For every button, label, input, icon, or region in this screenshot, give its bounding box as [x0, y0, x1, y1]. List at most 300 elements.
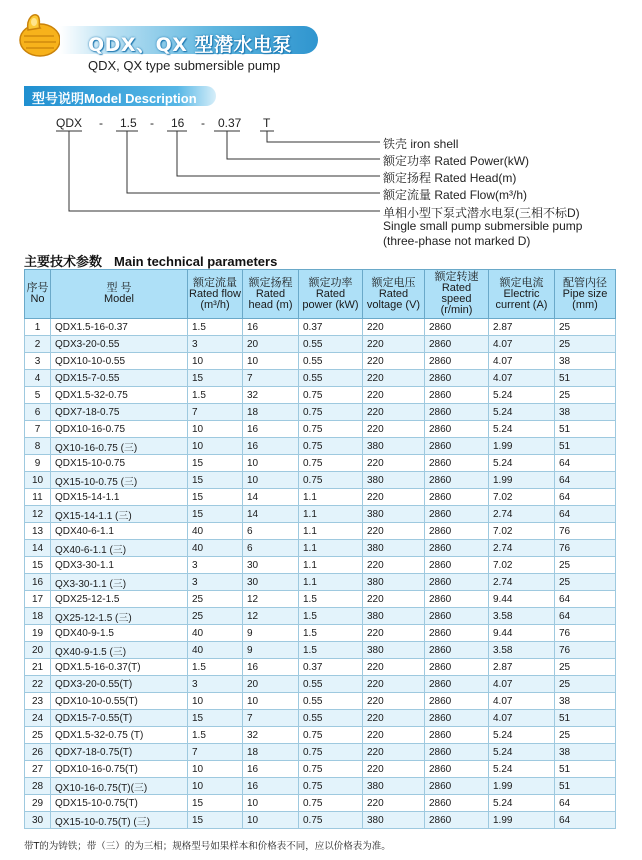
column-header-cn: 额定功率: [308, 276, 353, 289]
table-cell: 32: [243, 387, 299, 404]
table-cell: 51: [555, 370, 616, 387]
table-cell: 10: [188, 353, 243, 370]
column-header-en: Rated speed (r/min): [440, 282, 473, 316]
table-cell: 6: [25, 404, 51, 421]
table-cell: 2860: [425, 676, 489, 693]
table-cell: QDX25-12-1.5: [51, 591, 188, 608]
table-cell: 10: [188, 761, 243, 778]
table-cell: 27: [25, 761, 51, 778]
table-cell: 1.5: [299, 591, 363, 608]
table-cell: 220: [363, 370, 425, 387]
table-row: [25, 710, 616, 727]
table-cell: 7.02: [489, 489, 555, 506]
table-cell: 25: [555, 557, 616, 574]
table-cell: 40: [188, 523, 243, 540]
column-header: [299, 270, 363, 319]
table-cell: 30: [243, 557, 299, 574]
table-cell: 10: [243, 472, 299, 489]
table-cell: QDX7-18-0.75(T): [51, 744, 188, 761]
table-cell: 18: [243, 404, 299, 421]
table-cell: 10: [243, 353, 299, 370]
table-cell: QDX3-30-1.1: [51, 557, 188, 574]
table-cell: 1.1: [299, 523, 363, 540]
column-header-cn: 额定电流: [499, 276, 544, 289]
table-cell: 16: [243, 778, 299, 795]
table-cell: 2860: [425, 472, 489, 489]
table-cell: 14: [25, 540, 51, 557]
column-header-en: Rated head (m): [248, 287, 293, 311]
table-cell: 29: [25, 795, 51, 812]
table-cell: 1: [25, 319, 51, 336]
table-cell: 76: [555, 642, 616, 659]
column-header-cn: 型 号: [106, 282, 132, 294]
column-header-en: Pipe size (mm): [562, 287, 608, 311]
table-cell: 380: [363, 472, 425, 489]
column-header-cn: 配管内径: [563, 276, 607, 289]
table-cell: 64: [555, 506, 616, 523]
table-cell: 2860: [425, 625, 489, 642]
table-cell: QX10-16-0.75(T)(三): [51, 778, 188, 795]
table-cell: 40: [188, 540, 243, 557]
table-row: [25, 421, 616, 438]
table-cell: 1.1: [299, 574, 363, 591]
table-cell: 1.1: [299, 489, 363, 506]
table-cell: 220: [363, 387, 425, 404]
table-cell: 380: [363, 540, 425, 557]
table-cell: QDX15-14-1.1: [51, 489, 188, 506]
table-cell: 2860: [425, 795, 489, 812]
table-cell: 0.75: [299, 421, 363, 438]
table-cell: 12: [25, 506, 51, 523]
table-cell: 6: [243, 540, 299, 557]
table-cell: QX15-10-0.75(T) (三): [51, 812, 188, 829]
table-cell: QDX3-20-0.55(T): [51, 676, 188, 693]
table-cell: 51: [555, 438, 616, 455]
column-header-cn: 额定流量: [193, 276, 237, 289]
table-cell: 220: [363, 727, 425, 744]
table-cell: 51: [555, 778, 616, 795]
table-cell: 1.99: [489, 778, 555, 795]
table-cell: 0.55: [299, 693, 363, 710]
table-cell: QDX1.5-32-0.75: [51, 387, 188, 404]
table-cell: 4.07: [489, 676, 555, 693]
table-row: [25, 591, 616, 608]
table-cell: 5.24: [489, 761, 555, 778]
table-cell: 0.75: [299, 761, 363, 778]
table-row: [25, 540, 616, 557]
table-cell: 380: [363, 778, 425, 795]
table-cell: QDX1.5-16-0.37(T): [51, 659, 188, 676]
table-cell: 2860: [425, 336, 489, 353]
table-cell: 9: [243, 625, 299, 642]
table-cell: 0.75: [299, 438, 363, 455]
table-cell: 220: [363, 761, 425, 778]
table-cell: 1.5: [188, 727, 243, 744]
table-row: [25, 370, 616, 387]
table-row: [25, 387, 616, 404]
table-cell: 4.07: [489, 693, 555, 710]
table-cell: 220: [363, 693, 425, 710]
table-cell: 2860: [425, 608, 489, 625]
table-cell: 5.24: [489, 455, 555, 472]
table-cell: 16: [243, 659, 299, 676]
table-cell: QX15-14-1.1 (三): [51, 506, 188, 523]
table-cell: 76: [555, 625, 616, 642]
table-cell: 15: [188, 472, 243, 489]
table-cell: 20: [243, 336, 299, 353]
code-sep-2: -: [150, 116, 154, 130]
table-cell: 32: [243, 727, 299, 744]
table-row: [25, 744, 616, 761]
table-cell: 220: [363, 744, 425, 761]
table-cell: 3: [188, 676, 243, 693]
table-row: [25, 523, 616, 540]
table-cell: 220: [363, 319, 425, 336]
table-title: [24, 251, 277, 270]
column-header: [489, 270, 555, 319]
table-cell: 0.55: [299, 710, 363, 727]
table-cell: 0.37: [299, 659, 363, 676]
table-cell: 220: [363, 404, 425, 421]
table-cell: 9.44: [489, 625, 555, 642]
table-cell: 1.5: [188, 659, 243, 676]
table-cell: 2860: [425, 642, 489, 659]
table-cell: 1.99: [489, 438, 555, 455]
table-cell: 7.02: [489, 523, 555, 540]
table-row: [25, 353, 616, 370]
table-cell: 25: [555, 676, 616, 693]
table-row: [25, 336, 616, 353]
table-cell: 28: [25, 778, 51, 795]
table-cell: 220: [363, 625, 425, 642]
column-header: [425, 270, 489, 319]
table-cell: 3.58: [489, 642, 555, 659]
table-cell: 6: [243, 523, 299, 540]
table-cell: 25: [555, 387, 616, 404]
page-subtitle: QDX, QX type submersible pump: [88, 58, 281, 73]
table-cell: 2860: [425, 489, 489, 506]
column-header: [243, 270, 299, 319]
table-cell: 64: [555, 591, 616, 608]
table-cell: QX15-10-0.75 (三): [51, 472, 188, 489]
code-part-power: 0.37: [218, 116, 242, 130]
table-cell: 220: [363, 676, 425, 693]
legend-rated-flow: 额定流量 Rated Flow(m³/h): [383, 188, 528, 202]
table-cell: 19: [25, 625, 51, 642]
table-cell: 2860: [425, 421, 489, 438]
code-sep-1: -: [99, 116, 103, 130]
table-cell: QDX40-6-1.1: [51, 523, 188, 540]
table-cell: 20: [25, 642, 51, 659]
table-cell: 5.24: [489, 404, 555, 421]
table-cell: 220: [363, 710, 425, 727]
table-cell: 15: [188, 489, 243, 506]
table-cell: 3.58: [489, 608, 555, 625]
table-cell: 11: [25, 489, 51, 506]
table-cell: 2860: [425, 319, 489, 336]
table-cell: 20: [243, 676, 299, 693]
table-cell: 12: [243, 591, 299, 608]
table-cell: 25: [188, 591, 243, 608]
table-row: [25, 642, 616, 659]
table-cell: 25: [188, 608, 243, 625]
table-cell: QDX10-16-0.75(T): [51, 761, 188, 778]
table-cell: 10: [243, 693, 299, 710]
table-cell: 1.5: [299, 642, 363, 659]
footnote: 带T的为铸铁；带（三）的为三相；规格型号如果样本和价格表不同，应以价格表为准。: [24, 841, 391, 852]
legend-rated-power: 额定功率 Rated Power(kW): [383, 154, 530, 168]
table-cell: 0.75: [299, 387, 363, 404]
table-cell: 13: [25, 523, 51, 540]
table-row: [25, 812, 616, 829]
table-title-en: Main technical parameters: [114, 254, 278, 269]
table-cell: 0.55: [299, 370, 363, 387]
table-cell: 26: [25, 744, 51, 761]
table-cell: 10: [243, 795, 299, 812]
table-cell: 0.37: [299, 319, 363, 336]
table-cell: 25: [25, 727, 51, 744]
table-cell: 1.5: [299, 608, 363, 625]
table-cell: 25: [555, 727, 616, 744]
table-cell: 1.5: [188, 319, 243, 336]
table-cell: 2860: [425, 744, 489, 761]
table-cell: 2860: [425, 540, 489, 557]
table-cell: 380: [363, 506, 425, 523]
table-cell: 7: [188, 404, 243, 421]
table-cell: 220: [363, 557, 425, 574]
column-header-en: Model: [104, 293, 134, 305]
table-cell: 0.75: [299, 455, 363, 472]
table-cell: 4.07: [489, 353, 555, 370]
table-cell: 5.24: [489, 387, 555, 404]
column-header-cn: 额定转速: [434, 271, 479, 283]
column-header: [51, 270, 188, 319]
table-cell: 9: [243, 642, 299, 659]
table-cell: 8: [25, 438, 51, 455]
table-cell: 380: [363, 438, 425, 455]
table-cell: 2860: [425, 557, 489, 574]
table-cell: 1.5: [299, 625, 363, 642]
column-header-cn: 额定扬程: [248, 276, 293, 289]
table-cell: 38: [555, 353, 616, 370]
table-cell: 5.24: [489, 727, 555, 744]
table-cell: 76: [555, 540, 616, 557]
table-cell: 51: [555, 710, 616, 727]
table-cell: 2860: [425, 727, 489, 744]
column-header-cn: 额定电压: [371, 276, 416, 289]
page-title: QDX、QX 型潜水电泵: [88, 34, 292, 56]
table-cell: 15: [188, 812, 243, 829]
table-cell: 25: [555, 319, 616, 336]
table-cell: 51: [555, 761, 616, 778]
table-cell: 4: [25, 370, 51, 387]
table-cell: 220: [363, 659, 425, 676]
legend-three-phase-note: (three-phase not marked D): [383, 234, 531, 248]
table-cell: 25: [555, 659, 616, 676]
column-header: [555, 270, 616, 319]
table-cell: 2860: [425, 710, 489, 727]
table-cell: 40: [188, 642, 243, 659]
table-cell: QDX15-10-0.75(T): [51, 795, 188, 812]
table-row: [25, 574, 616, 591]
table-cell: 2860: [425, 370, 489, 387]
table-row: [25, 795, 616, 812]
table-cell: 0.75: [299, 812, 363, 829]
table-cell: 0.75: [299, 472, 363, 489]
table-cell: 2860: [425, 455, 489, 472]
table-cell: 18: [243, 744, 299, 761]
table-cell: 220: [363, 421, 425, 438]
table-row: [25, 727, 616, 744]
table-cell: 2860: [425, 812, 489, 829]
table-cell: 5: [25, 387, 51, 404]
table-cell: 10: [188, 421, 243, 438]
table-row: [25, 438, 616, 455]
table-cell: 30: [243, 574, 299, 591]
table-cell: 2860: [425, 353, 489, 370]
table-cell: QX3-30-1.1 (三): [51, 574, 188, 591]
table-cell: 0.75: [299, 795, 363, 812]
table-cell: 64: [555, 472, 616, 489]
table-cell: 51: [555, 421, 616, 438]
table-cell: QX25-12-1.5 (三): [51, 608, 188, 625]
table-cell: 10: [243, 455, 299, 472]
table-body: [25, 319, 616, 829]
table-cell: 2860: [425, 693, 489, 710]
table-cell: 14: [243, 506, 299, 523]
table-cell: 220: [363, 489, 425, 506]
table-cell: 7: [25, 421, 51, 438]
column-header: [25, 270, 51, 319]
table-cell: 220: [363, 455, 425, 472]
table-cell: 2.74: [489, 574, 555, 591]
table-cell: 5.24: [489, 744, 555, 761]
table-cell: 2860: [425, 761, 489, 778]
table-cell: 1.1: [299, 540, 363, 557]
table-cell: 12: [243, 608, 299, 625]
table-cell: 2.74: [489, 506, 555, 523]
table-cell: 2: [25, 336, 51, 353]
table-cell: QX40-9-1.5 (三): [51, 642, 188, 659]
table-cell: 30: [25, 812, 51, 829]
table-row: [25, 506, 616, 523]
section-label: 型号说明Model Description: [32, 91, 197, 106]
code-part-flow: 1.5: [120, 116, 137, 130]
code-part-shell: T: [263, 116, 271, 130]
table-cell: 2.87: [489, 319, 555, 336]
table-cell: 10: [243, 812, 299, 829]
table-cell: 0.55: [299, 676, 363, 693]
table-cell: 2860: [425, 778, 489, 795]
code-part-series: QDX: [56, 116, 83, 130]
table-cell: 2860: [425, 506, 489, 523]
table-cell: 10: [188, 778, 243, 795]
table-cell: QDX40-9-1.5: [51, 625, 188, 642]
table-row: [25, 659, 616, 676]
table-cell: 380: [363, 812, 425, 829]
table-header-row: [25, 270, 616, 319]
table-cell: 16: [25, 574, 51, 591]
legend-pump-type-cn: 单相小型下泵式潜水电泵(三相不标D): [383, 206, 580, 220]
table-cell: 10: [188, 693, 243, 710]
table-cell: 4.07: [489, 370, 555, 387]
parameters-table: [24, 269, 616, 829]
table-cell: 25: [555, 336, 616, 353]
table-row: [25, 472, 616, 489]
table-cell: 18: [25, 608, 51, 625]
table-cell: 1.5: [188, 387, 243, 404]
table-cell: 64: [555, 608, 616, 625]
table-cell: 38: [555, 404, 616, 421]
table-row: [25, 319, 616, 336]
table-cell: 16: [243, 761, 299, 778]
table-row: [25, 778, 616, 795]
table-cell: 25: [555, 574, 616, 591]
table-cell: 2.87: [489, 659, 555, 676]
table-cell: 23: [25, 693, 51, 710]
legend-pump-type-en: Single small pump submersible pump: [383, 219, 583, 233]
table-cell: QDX3-20-0.55: [51, 336, 188, 353]
table-row: [25, 608, 616, 625]
column-header-en: Rated voltage (V): [366, 287, 421, 311]
table-cell: 3: [188, 574, 243, 591]
table-cell: 7: [243, 710, 299, 727]
table-cell: 3: [25, 353, 51, 370]
table-cell: 16: [243, 438, 299, 455]
table-cell: 220: [363, 353, 425, 370]
table-row: [25, 455, 616, 472]
table-cell: 2860: [425, 523, 489, 540]
table-cell: 10: [188, 438, 243, 455]
table-cell: 64: [555, 812, 616, 829]
table-cell: 2860: [425, 574, 489, 591]
table-cell: 7: [243, 370, 299, 387]
table-cell: 2860: [425, 438, 489, 455]
table-cell: 15: [188, 455, 243, 472]
table-row: [25, 404, 616, 421]
table-cell: 64: [555, 489, 616, 506]
column-header-en: No: [30, 293, 45, 305]
table-cell: 3: [188, 557, 243, 574]
table-cell: 220: [363, 523, 425, 540]
table-cell: 14: [243, 489, 299, 506]
table-cell: 0.75: [299, 778, 363, 795]
code-sep-3: -: [201, 116, 205, 130]
code-part-head: 16: [171, 116, 185, 130]
table-cell: 64: [555, 795, 616, 812]
table-cell: 15: [188, 506, 243, 523]
table-cell: 15: [188, 370, 243, 387]
table-title-cn: 主要技术参数: [24, 255, 103, 270]
table-cell: 220: [363, 336, 425, 353]
table-cell: 15: [188, 795, 243, 812]
table-cell: 5.24: [489, 795, 555, 812]
column-header-cn: 序号: [26, 282, 49, 294]
table-cell: 9.44: [489, 591, 555, 608]
table-cell: 76: [555, 523, 616, 540]
table-row: [25, 489, 616, 506]
table-cell: 16: [243, 319, 299, 336]
table-cell: QDX10-10-0.55: [51, 353, 188, 370]
table-row: [25, 676, 616, 693]
table-cell: QDX15-10-0.75: [51, 455, 188, 472]
table-cell: QDX1.5-16-0.37: [51, 319, 188, 336]
table-cell: 40: [188, 625, 243, 642]
table-cell: 15: [25, 557, 51, 574]
table-cell: 380: [363, 574, 425, 591]
table-cell: 10: [25, 472, 51, 489]
table-cell: 0.55: [299, 353, 363, 370]
